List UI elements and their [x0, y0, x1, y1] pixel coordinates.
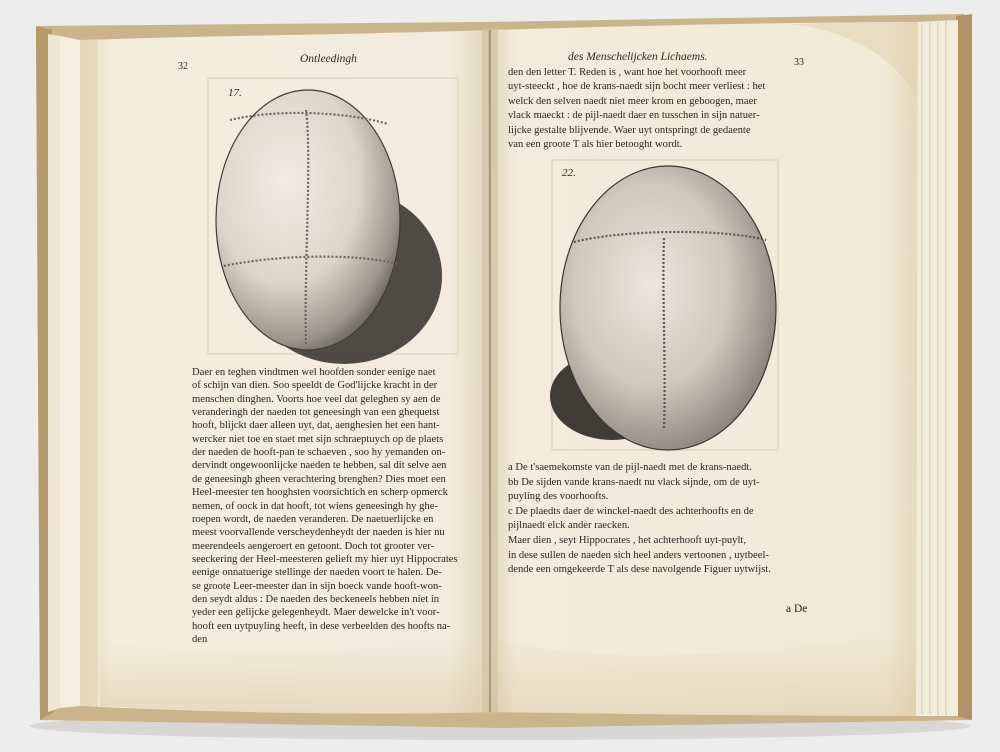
text-line: bb De sijden vande krans-naedt nu vlack sijnde, om de uyt- [508, 476, 760, 488]
text-line: meerendeels aengeroert en getoont. Doch tot grooter ver- [192, 540, 435, 552]
text-line: Daer en teghen vindtmen wel hoofden sonder eenige naet [192, 367, 436, 378]
text-line: Heel-meester ten hooghsten voorsichtich en scherp opmerck [192, 487, 448, 499]
skull-22 [560, 166, 776, 450]
text-line: meest voorvallende verscheydenheydt der naeden is hier nu [192, 527, 445, 539]
right-running-head: des Menschelijcken Lichaems. [568, 51, 708, 63]
text-line: welck den selven naedt niet meer krom en geboogen, maer [508, 95, 757, 107]
right-catchword: a De [786, 603, 808, 615]
text-line: of schijn van dien. Soo speeldt de God'lijcke kracht in der [192, 380, 438, 392]
left-running-head: Ontleedingh [300, 53, 357, 65]
text-line: vlack maeckt : de pijl-naedt daer en tusschen in sijn natuer- [508, 110, 760, 122]
page-stack-left [48, 34, 60, 712]
text-line: der naeden de hooft-pan te schaeven , soo hy yemanden on- [192, 447, 446, 459]
text-line: hooft, blijckt daer alleen uyt, dat, aenghesien het een hant- [192, 420, 440, 432]
text-line: puyling des voorhoofts. [508, 491, 609, 503]
skull-17 [216, 87, 400, 350]
text-line: den den letter T. Reden is , want hoe het voorhooft meer [508, 67, 747, 78]
text-line: seeckering der Heel-meesteren gelieft my hier uyt Hippocrates [192, 553, 458, 565]
text-line: se groote Leer-meester dan in sijn boeck vande hooft-won- [192, 580, 442, 592]
text-line: in dese sullen de naeden sich heel anders vertoonen , uytbeel- [508, 549, 769, 561]
text-line: dervindt ongewoonlijcke naeden te hebben, sal dit selve aen [192, 460, 447, 472]
text-line: hooft een uytpuyling heeft, in dese verbeelden des hoofts na- [192, 620, 451, 632]
right-page-number: 33 [794, 57, 804, 68]
text-line: roepen wordt, de naeden veranderen. De naetuerlijcke en [192, 513, 434, 525]
text-line: menschen dinghen. Voorts hoe veel dat geleghen sy aen de [192, 393, 441, 405]
text-line: de geneesingh gheen verachtering brenghen? Dies moet een [192, 473, 446, 485]
left-page-number: 32 [178, 61, 188, 72]
text-line: c De plaedts daer de winckel-naedt des achterhoofts en de [508, 505, 754, 517]
text-line: veranderingh der naeden tot geneesingh van een ghequetst [192, 407, 440, 419]
text-line: yeder een gelijcke gelegenheydt. Maer dewelcke in't voor- [192, 607, 440, 619]
right-figure-number: 22. [562, 167, 576, 179]
text-line: wercker niet toe en staet met sijn schraeptuych op de plaets [192, 433, 444, 445]
text-line: den [192, 634, 208, 645]
page-stack-left-2 [60, 36, 80, 708]
text-line: a De t'saemekomste van de pijl-naedt met de krans-naedt. [508, 462, 753, 473]
cover-edge-right [956, 14, 972, 720]
left-page-stain-edge [80, 40, 98, 706]
text-line: lijcke gestalte blijvende. Waer uyt ontspringt de gedaente [508, 124, 751, 136]
text-line: pijlnaedt elck ander raecken. [508, 520, 630, 532]
left-figure-number: 17. [228, 87, 242, 99]
text-line: dende een omgekeerde T als dese navolgende Figuer uytwijst. [508, 564, 771, 576]
text-line: den seydt aldus : De naeden des beckeneels hebben niet in [192, 593, 440, 605]
text-line: eenige onnatuerige stellinge der naeden voort te halen. De- [192, 567, 442, 579]
text-line: uyt-steeckt , hoe de krans-naedt sijn bocht meer verliest : het [508, 81, 766, 93]
text-line: Maer dien , seyt Hippocrates , het achterhooft uyt-puylt, [508, 535, 746, 546]
text-line: nemen, of oock in dat hooft, tot wiens geneesingh hy ghe- [192, 500, 438, 512]
text-line: van een groote T als hier betooght wordt. [508, 139, 683, 150]
